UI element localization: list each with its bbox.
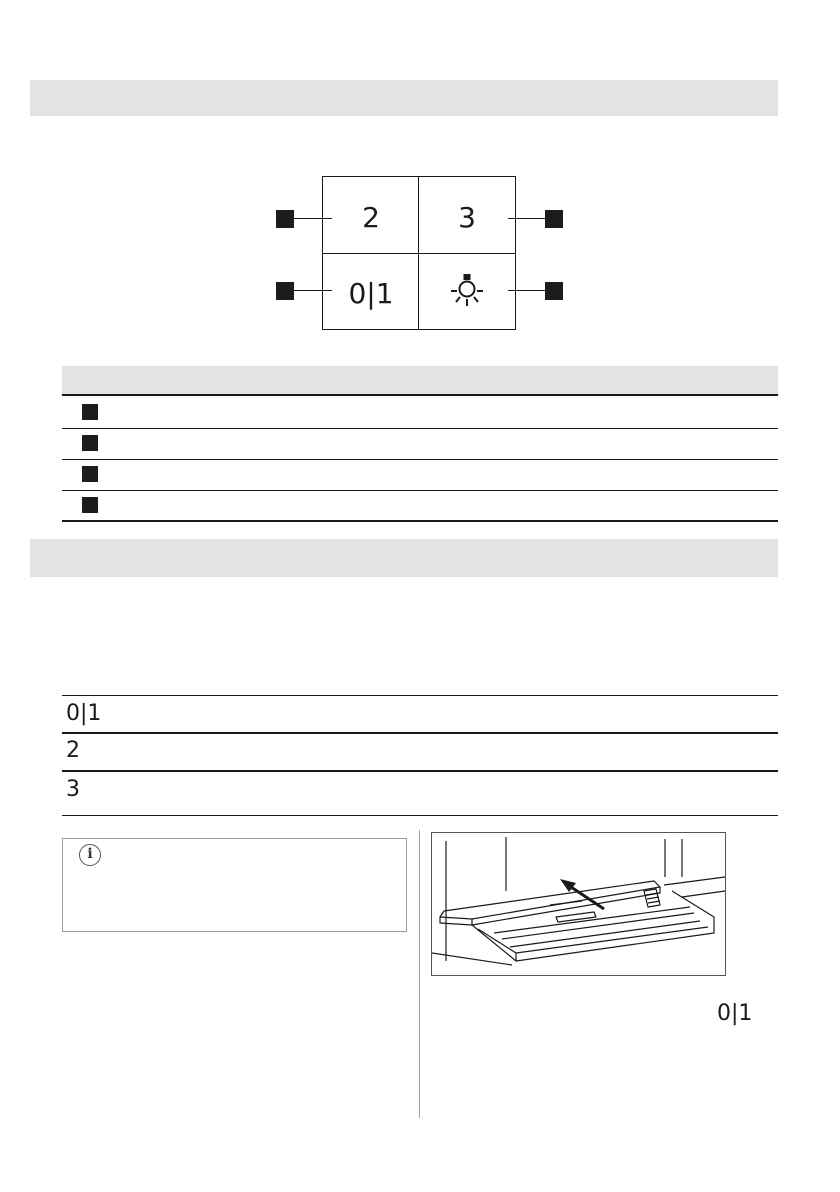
- speed-table-row-rule: [62, 732, 778, 734]
- speed-2-button[interactable]: 2: [362, 201, 380, 234]
- callout-line-speed-2: [294, 218, 332, 219]
- speed-table-bottom-rule: [62, 815, 778, 816]
- callout-line-speed-3: [508, 218, 545, 219]
- on-off-symbol: 0|1: [717, 1001, 753, 1026]
- light-button[interactable]: [419, 254, 515, 330]
- speed-symbol-on-off: 0|1: [66, 701, 102, 726]
- column-divider: [419, 830, 420, 1118]
- legend-row: [62, 459, 778, 460]
- speed-table-row-rule: [62, 770, 778, 772]
- legend-row: [62, 428, 778, 429]
- hood-illustration-frame: [431, 832, 726, 976]
- callout-line-light: [508, 290, 545, 291]
- legend-marker: [82, 497, 98, 513]
- on-off-button[interactable]: 0|1: [348, 277, 394, 310]
- legend-marker: [82, 404, 98, 420]
- callout-marker-light: [545, 282, 563, 300]
- section-header-band: [30, 539, 778, 577]
- legend-row: [62, 490, 778, 491]
- light-bulb-icon: [419, 254, 515, 330]
- speed-symbol-2: 2: [66, 738, 80, 763]
- info-note-box: [62, 838, 407, 932]
- legend-table-header: [62, 366, 778, 396]
- callout-marker-on-off: [276, 282, 294, 300]
- legend-marker: [82, 466, 98, 482]
- speed-table-top-rule: [62, 695, 778, 696]
- info-icon: i: [79, 844, 101, 866]
- callout-marker-speed-2: [276, 210, 294, 228]
- speed-symbol-3: 3: [66, 777, 80, 802]
- hood-extraction-illustration: [432, 833, 725, 975]
- legend-marker: [82, 435, 98, 451]
- callout-line-on-off: [294, 290, 332, 291]
- speed-3-button[interactable]: 3: [458, 201, 476, 234]
- legend-table-bottom-rule: [62, 520, 778, 522]
- section-header-band: [30, 80, 778, 116]
- callout-marker-speed-3: [545, 210, 563, 228]
